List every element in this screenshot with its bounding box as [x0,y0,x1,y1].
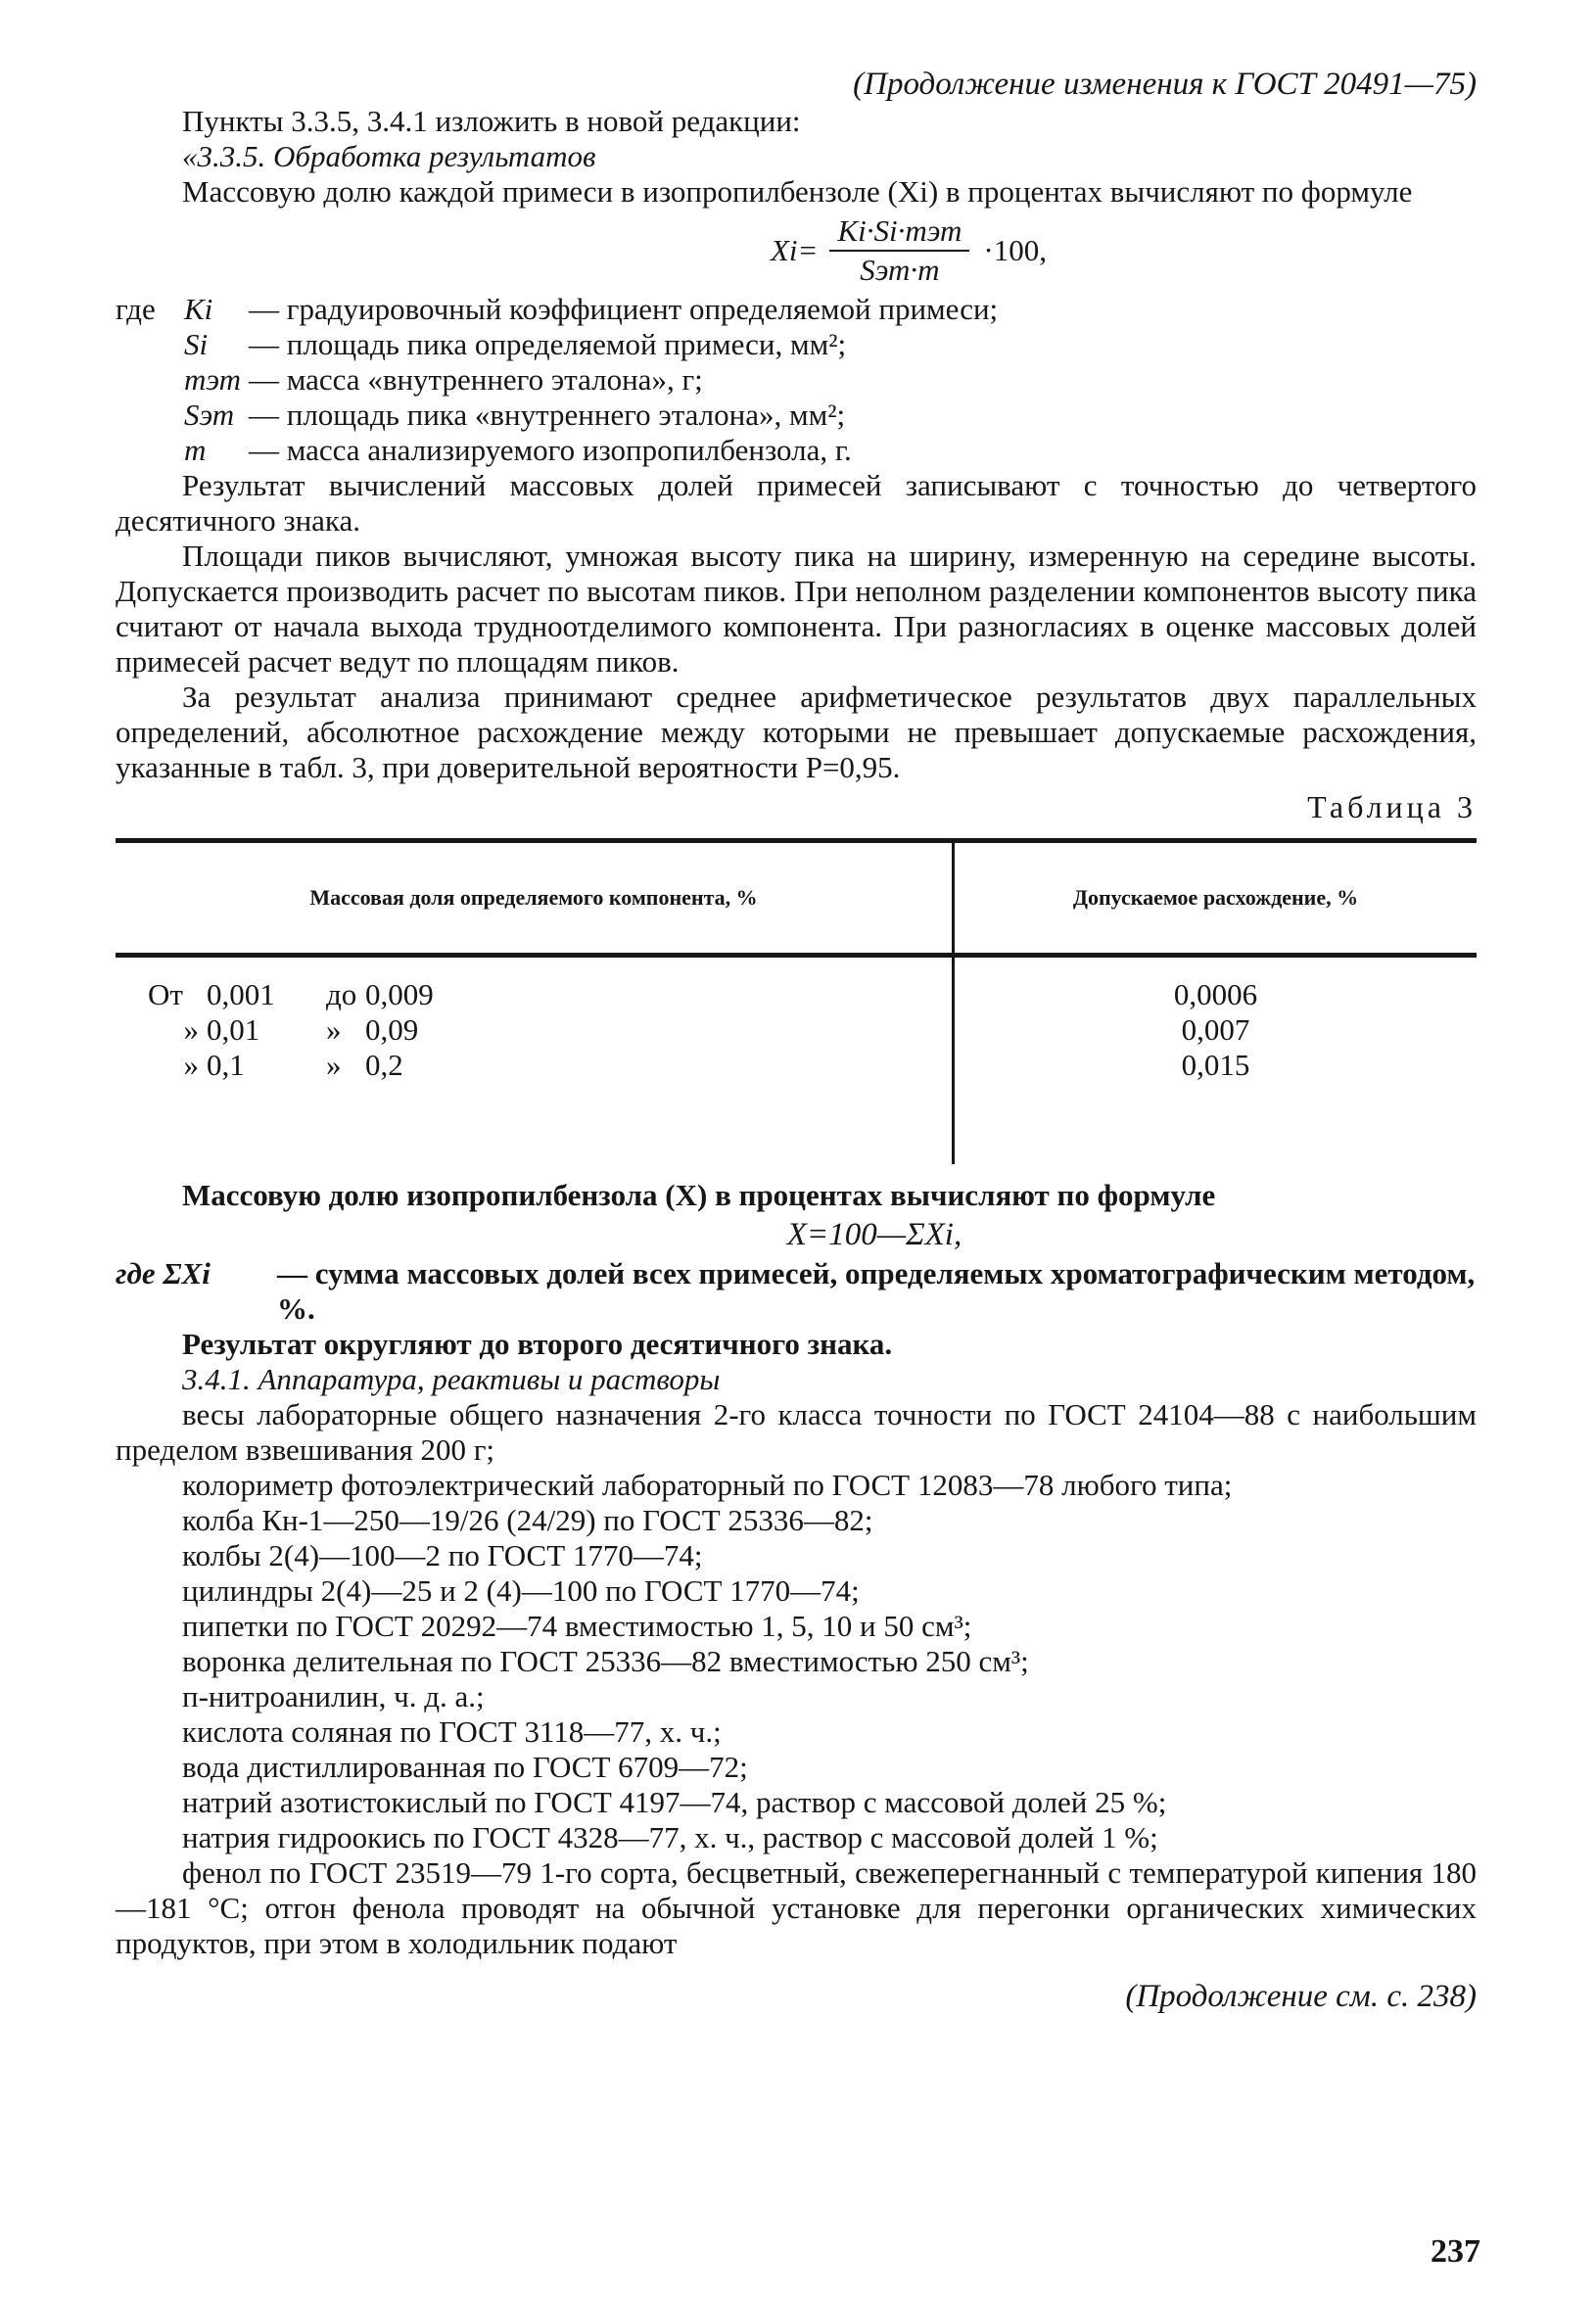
formula-numerator: Ki·Si·mэт [829,214,969,252]
range-to: 0,09 [365,1012,419,1047]
range-row [148,977,951,1012]
range-to: 0,2 [365,1048,403,1082]
definition-text: — масса «внутреннего эталона», г; [249,362,703,397]
list-item: колба Кн-1—250—19/26 (24/29) по ГОСТ 25336—82; [182,1503,873,1537]
where-label: где [116,292,156,326]
definition-row [116,1256,1477,1327]
section-3-3-5-heading: «3.3.5. Обработка результатов [182,139,596,173]
range-prefix: » [183,1048,199,1082]
formula-fraction [829,214,969,287]
list-item: фенол по ГОСТ 23519—79 1-го сорта, бесцветный, свежеперегнанный с температурой кипения 180—181 °С; отгон фенола проводят на обычной установке для перегонки органических химических продуктов, при этом в холодильник подают [116,1855,1477,1960]
range-separator: до [326,977,357,1011]
tolerance-value: 0,015 [1181,1048,1250,1082]
continuation-note: (Продолжение см. с. 238) [1125,1979,1477,2014]
range-row [148,1012,951,1048]
definition-row [116,292,1477,327]
intro-text: Пункты 3.3.5, 3.4.1 изложить в новой редакции: [182,104,801,138]
range-from: 0,1 [207,1048,245,1082]
range-separator: » [326,1048,342,1082]
page-header: (Продолжение изменения к ГОСТ 20491—75) [853,67,1477,102]
formula-impurity [341,210,1477,292]
paragraph-analysis-result: За результат анализа принимают среднее арифметическое результатов двух параллельных определений, абсолютное расхождение между которыми не превышает допускаемые расхождения, указанные в табл. 3, при доверительной вероятности P=0,95. [116,680,1477,784]
list-item: п-нитроанилин, ч. д. а.; [182,1679,485,1713]
section-3-4-1-heading: 3.4.1. Аппаратура, реактивы и растворы [182,1362,721,1396]
paragraph-rounding: Результат округляют до второго десятичного знака. [182,1327,893,1361]
range-from: 0,001 [207,977,275,1011]
definition-row [184,433,1477,468]
definition-row [184,398,1477,433]
definition-text: — площадь пика определяемой примеси, мм²; [249,327,847,361]
equipment-list [116,1397,1477,1961]
definition-symbol: Si [184,327,209,361]
definition-text: — сумма массовых долей всех примесей, определяемых хроматографическим методом, %. [277,1256,1476,1326]
definition-text: — градуировочный коэффициент определяемой примеси; [249,292,999,326]
paragraph-isopropylbenzene: Массовую долю изопропилбензола (X) в процентах вычисляют по формуле [182,1178,1216,1212]
list-item: натрия гидроокись по ГОСТ 4328—77, х. ч., раствор с массовой долей 1 %; [182,1820,1158,1854]
list-item: кислота соляная по ГОСТ 3118—77, х. ч.; [182,1714,722,1749]
definition-text: — масса анализируемого изопропилбензола, г. [249,433,852,467]
definition-symbol: Sэт [184,398,235,432]
paragraph-result-precision: Результат вычислений массовых долей примесей записывают с точностью до четвертого десятичного знака. [116,468,1477,538]
table-header-mass-fraction: Массовая доля определяемого компонента, % [116,841,954,956]
list-item: пипетки по ГОСТ 20292—74 вместимостью 1, 5, 10 и 50 см³; [182,1609,972,1643]
list-item: весы лабораторные общего назначения 2-го класса точности по ГОСТ 24104—88 с наибольшим пределом взвешивания 200 г; [116,1397,1477,1467]
formula-lhs: Xi= [771,233,819,267]
definition-symbol: m [184,433,207,467]
list-item: воронка делительная по ГОСТ 25336—82 вместимостью 250 см³; [182,1644,1029,1678]
list-item: натрий азотистокислый по ГОСТ 4197—74, раствор с массовой долей 25 %; [182,1785,1167,1819]
tolerance-value: 0,0006 [1173,977,1258,1011]
definition-symbol: Ki [184,292,213,326]
definition-symbol: mэт [184,362,242,397]
formula-multiplier: ·100, [983,233,1047,267]
list-item: вода дистиллированная по ГОСТ 6709—72; [182,1750,748,1784]
table-header-tolerance: Допускаемое расхождение, % [954,841,1478,956]
tolerance-value: 0,007 [1181,1012,1250,1047]
range-prefix: От [148,977,183,1011]
range-separator: » [326,1012,342,1047]
formula-denominator: Sэт·m [860,253,940,287]
table-row [116,956,1477,1165]
page-content [116,65,1477,2014]
table-title: Таблица 3 [1307,789,1477,824]
definition-row [184,327,1477,362]
formula-isopropylbenzene: X=100—ΣXi, [786,1217,962,1252]
range-row [148,1048,951,1083]
page-number: 237 [1431,2233,1480,2270]
paragraph-peak-areas: Площади пиков вычисляют, умножая высоту пика на ширину, измеренную на середине высоты. Допускается производить расчет по высотам пиков. При неполном разделении компонентов высоту пика считают от начала выхода трудноотделимого компонента. При разногласиях в оценке массовых долей примесей расчет ведут по площадям пиков. [116,539,1477,679]
where-sum-label: где ΣXi [116,1256,211,1290]
range-prefix: » [183,1012,199,1047]
list-item: колориметр фотоэлектрический лабораторный по ГОСТ 12083—78 любого типа; [182,1468,1233,1502]
list-item: цилиндры 2(4)—25 и 2 (4)—100 по ГОСТ 1770—74; [182,1573,860,1608]
mass-fraction-text: Массовую долю каждой примеси в изопропилбензоле (Xi) в процентах вычисляют по формуле [182,174,1413,209]
list-item: колбы 2(4)—100—2 по ГОСТ 1770—74; [182,1538,703,1572]
range-to: 0,009 [365,977,434,1011]
definition-row [184,362,1477,398]
definitions-block [116,292,1477,468]
table-3 [116,838,1477,1164]
definition-text: — площадь пика «внутреннего эталона», мм²; [249,398,846,432]
range-from: 0,01 [207,1012,260,1047]
